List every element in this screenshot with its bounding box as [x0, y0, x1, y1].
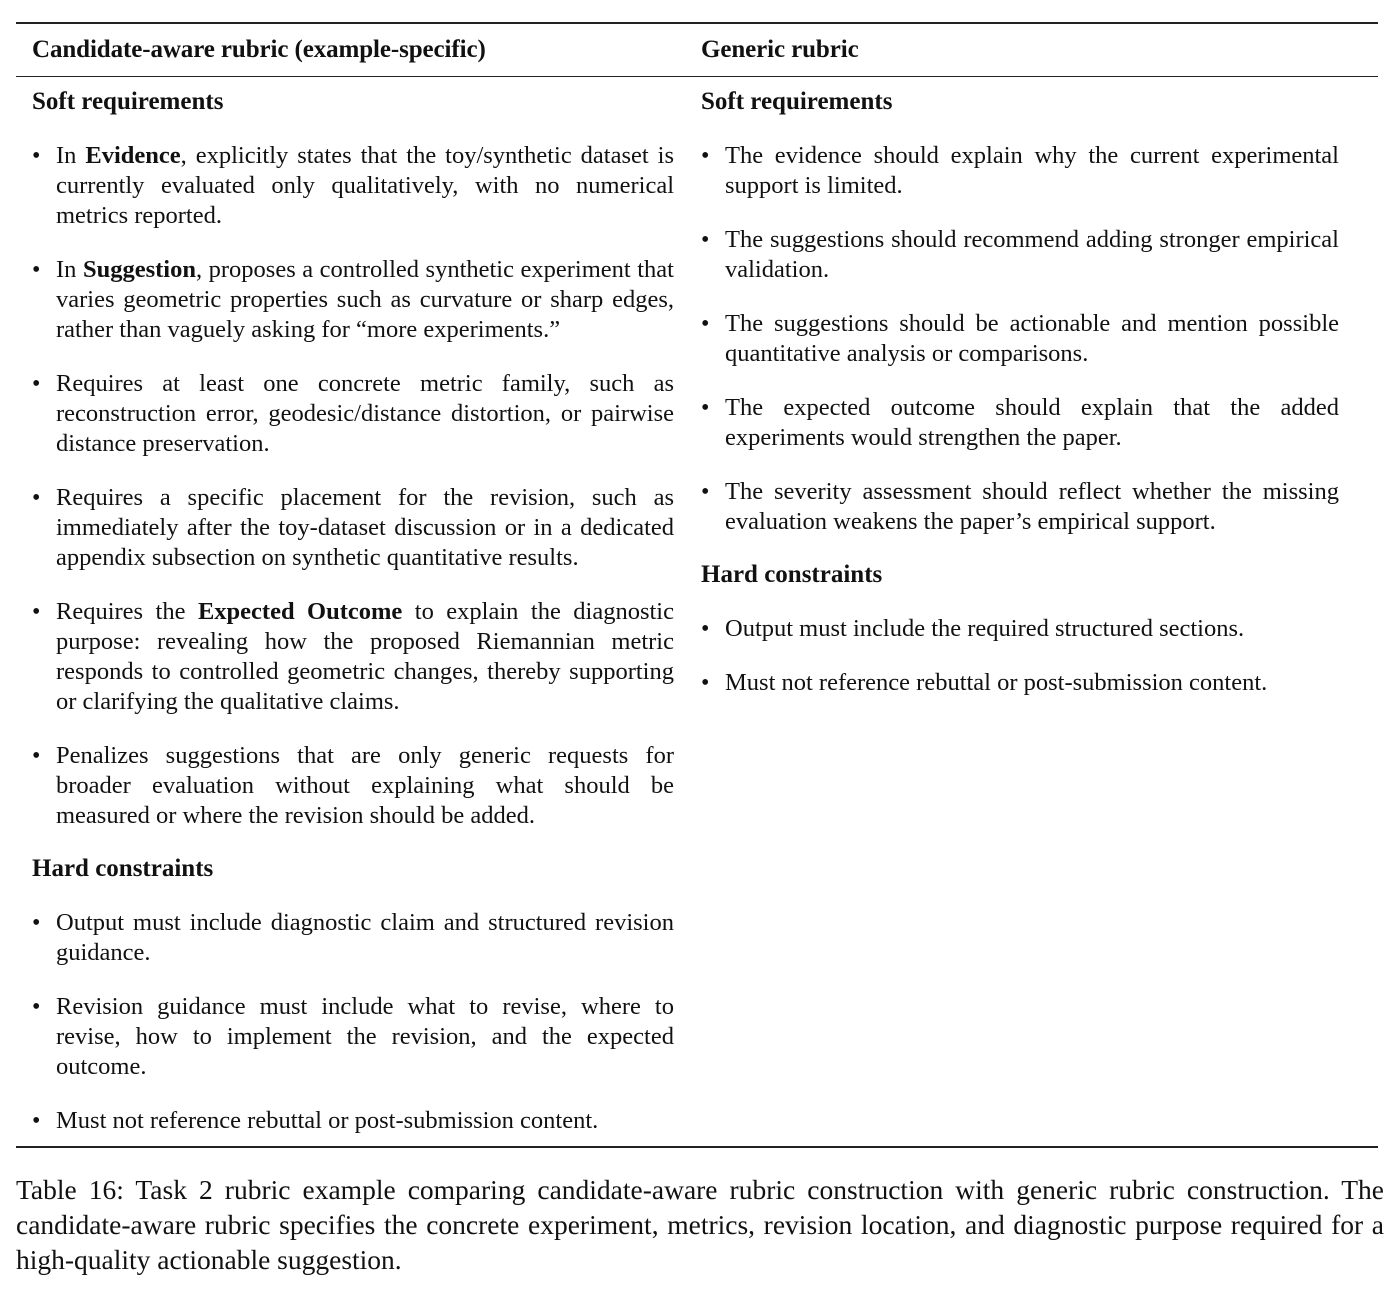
- bullet-icon: •: [701, 227, 710, 253]
- right-hard-heading: Hard constraints: [701, 561, 883, 588]
- bullet-icon: •: [701, 616, 710, 642]
- right-hard-list: [701, 614, 1378, 698]
- bullet-icon: •: [32, 257, 41, 283]
- bullet-icon: •: [701, 143, 710, 169]
- list-item: • Output must include diagnostic claim and structured revision guidance.: [32, 909, 674, 966]
- bullet-icon: •: [701, 479, 710, 505]
- table-bottom-rule: [16, 1146, 1378, 1148]
- bullet-icon: •: [701, 311, 710, 337]
- list-item: • Must not reference rebuttal or post-submission content.: [32, 1107, 599, 1134]
- list-item: • Output must include the required structured sections.: [701, 615, 1245, 642]
- list-item: • The expected outcome should explain that the added experiments would strengthen the paper.: [701, 394, 1339, 451]
- list-item: • The suggestions should be actionable and mention possible quantitative analysis or comparisons.: [701, 310, 1339, 367]
- list-item: • In Suggestion, proposes a controlled synthetic experiment that varies geometric properties such as curvature or sharp edges, rather than vaguely asking for “more experiments.”: [32, 256, 674, 343]
- bullet-icon: •: [32, 743, 41, 769]
- bullet-icon: •: [32, 599, 41, 625]
- left-hard-list: [32, 908, 686, 1136]
- bullet-icon: •: [32, 143, 41, 169]
- candidate-aware-column: [16, 87, 686, 1136]
- table-body-row: [16, 77, 1378, 1146]
- list-item: • The severity assessment should reflect whether the missing evaluation weakens the paper’s empirical support.: [701, 478, 1339, 535]
- bullet-icon: •: [32, 1108, 41, 1134]
- list-item: • Requires the Expected Outcome to explain the diagnostic purpose: revealing how the proposed Riemannian metric responds to controlled geometric changes, thereby supporting or clarifying the qualitative claims.: [32, 598, 674, 715]
- bullet-icon: •: [701, 395, 710, 421]
- left-hard-heading: Hard constraints: [32, 855, 214, 882]
- list-item: • Requires at least one concrete metric family, such as reconstruction error, geodesic/distance distortion, or pairwise distance preservation.: [32, 370, 674, 457]
- rubric-comparison-table: [16, 22, 1378, 1148]
- bullet-icon: •: [701, 670, 710, 696]
- list-item: • In Evidence, explicitly states that the toy/synthetic dataset is currently evaluated only qualitatively, with no numerical metrics reported.: [32, 142, 674, 229]
- bullet-icon: •: [32, 371, 41, 397]
- header-candidate-aware: Candidate-aware rubric (example-specific): [32, 36, 486, 63]
- list-item: • The evidence should explain why the current experimental support is limited.: [701, 142, 1339, 199]
- bullet-icon: •: [32, 910, 41, 936]
- table-header-row: [16, 24, 1378, 76]
- list-item: • Revision guidance must include what to revise, where to revise, how to implement the revision, and the expected outcome.: [32, 993, 674, 1080]
- left-soft-heading: Soft requirements: [32, 88, 224, 115]
- table-caption: Table 16: Task 2 rubric example comparing candidate-aware rubric construction with generic rubric construction. The candidate-aware rubric specifies the concrete experiment, metrics, revision location, and diagnostic purpose required for a high-quality actionable suggestion.: [16, 1174, 1384, 1275]
- left-soft-list: [32, 141, 686, 831]
- bullet-icon: •: [32, 485, 41, 511]
- list-item: • Requires a specific placement for the revision, such as immediately after the toy-dataset discussion or in a dedicated appendix subsection on synthetic quantitative results.: [32, 484, 674, 571]
- header-generic: Generic rubric: [701, 36, 859, 63]
- right-soft-list: [701, 141, 1378, 537]
- list-item: • The suggestions should recommend adding stronger empirical validation.: [701, 226, 1339, 283]
- list-item: • Must not reference rebuttal or post-submission content.: [701, 669, 1268, 696]
- list-item: • Penalizes suggestions that are only generic requests for broader evaluation without explaining what should be measured or where the revision should be added.: [32, 742, 674, 829]
- bullet-icon: •: [32, 994, 41, 1020]
- right-soft-heading: Soft requirements: [701, 88, 893, 115]
- generic-column: [686, 87, 1378, 698]
